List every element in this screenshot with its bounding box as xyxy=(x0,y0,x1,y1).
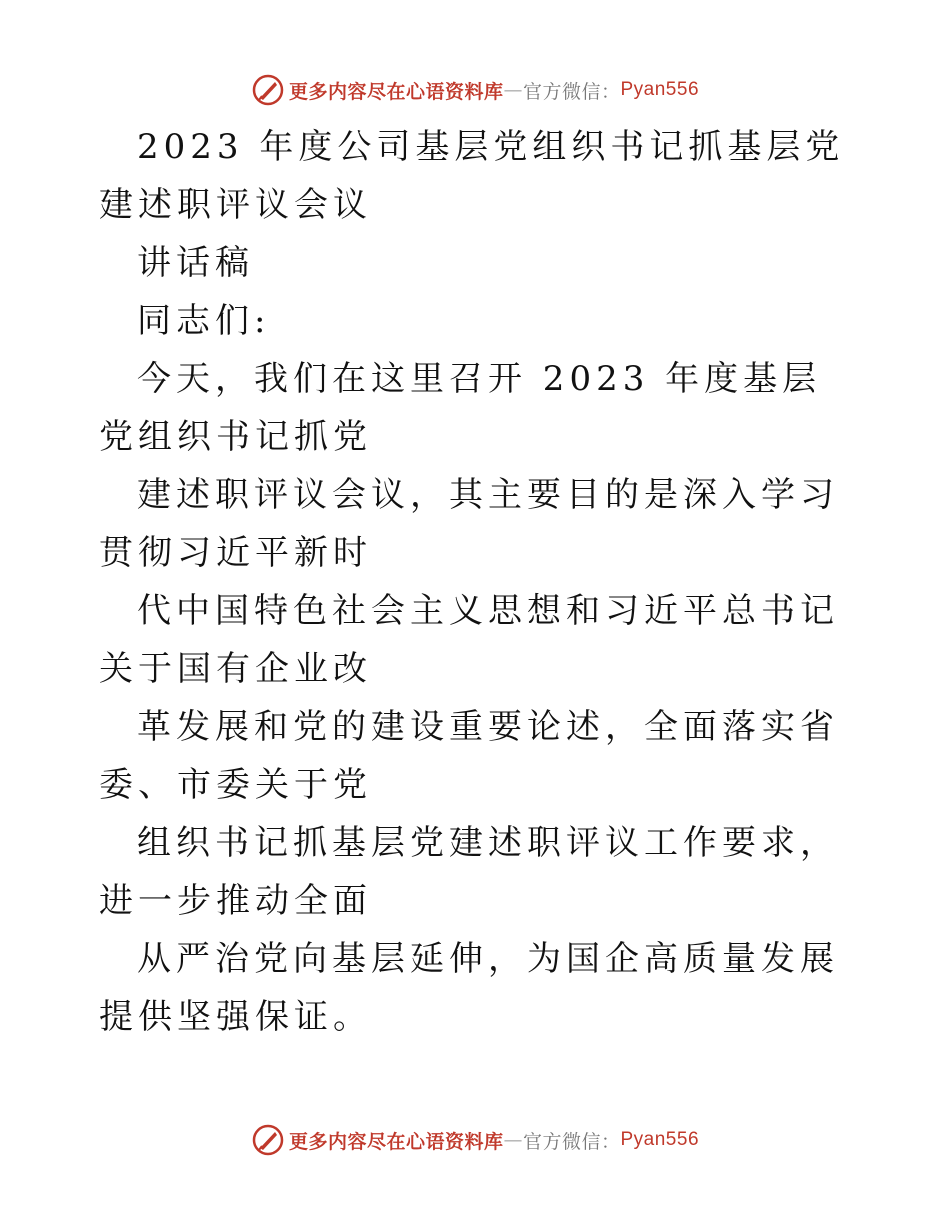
quill-logo-icon xyxy=(251,1123,285,1157)
document-salutation: 同志们: xyxy=(137,301,271,341)
document-title: 2023 年度公司基层党组织书记抓基层党建述职评议会议 xyxy=(99,127,845,225)
watermark-label: 官方微信： xyxy=(522,80,621,103)
body-paragraph: 今天，我们在这里召开 2023 年度基层党组织书记抓党 xyxy=(99,359,822,457)
watermark-main-text: 更多内容尽在心语资料库 xyxy=(288,1130,504,1153)
body-paragraph: 代中国特色社会主义思想和习近平总书记关于国有企业改 xyxy=(99,591,839,689)
body-paragraph: 组织书记抓基层党建述职评议工作要求，进一步推动全面 xyxy=(99,823,839,921)
footer-watermark xyxy=(0,1120,950,1160)
body-paragraph: 从严治党向基层延伸，为国企高质量发展提供坚强保证。 xyxy=(99,939,839,1037)
watermark-label: 官方微信： xyxy=(522,1130,621,1153)
watermark-dash: — xyxy=(503,1129,523,1151)
body-paragraph: 革发展和党的建设重要论述，全面落实省委、市委关于党 xyxy=(99,707,839,805)
watermark-main-text: 更多内容尽在心语资料库 xyxy=(288,80,504,103)
watermark-dash: — xyxy=(503,79,523,101)
document-subtitle: 讲话稿 xyxy=(137,243,254,283)
header-watermark xyxy=(0,70,950,110)
watermark-id: Pyan556 xyxy=(620,1129,700,1150)
document-body xyxy=(99,118,859,1046)
body-paragraph: 建述职评议会议，其主要目的是深入学习贯彻习近平新时 xyxy=(99,475,839,573)
watermark-id: Pyan556 xyxy=(620,79,700,100)
quill-logo-icon xyxy=(251,73,285,107)
